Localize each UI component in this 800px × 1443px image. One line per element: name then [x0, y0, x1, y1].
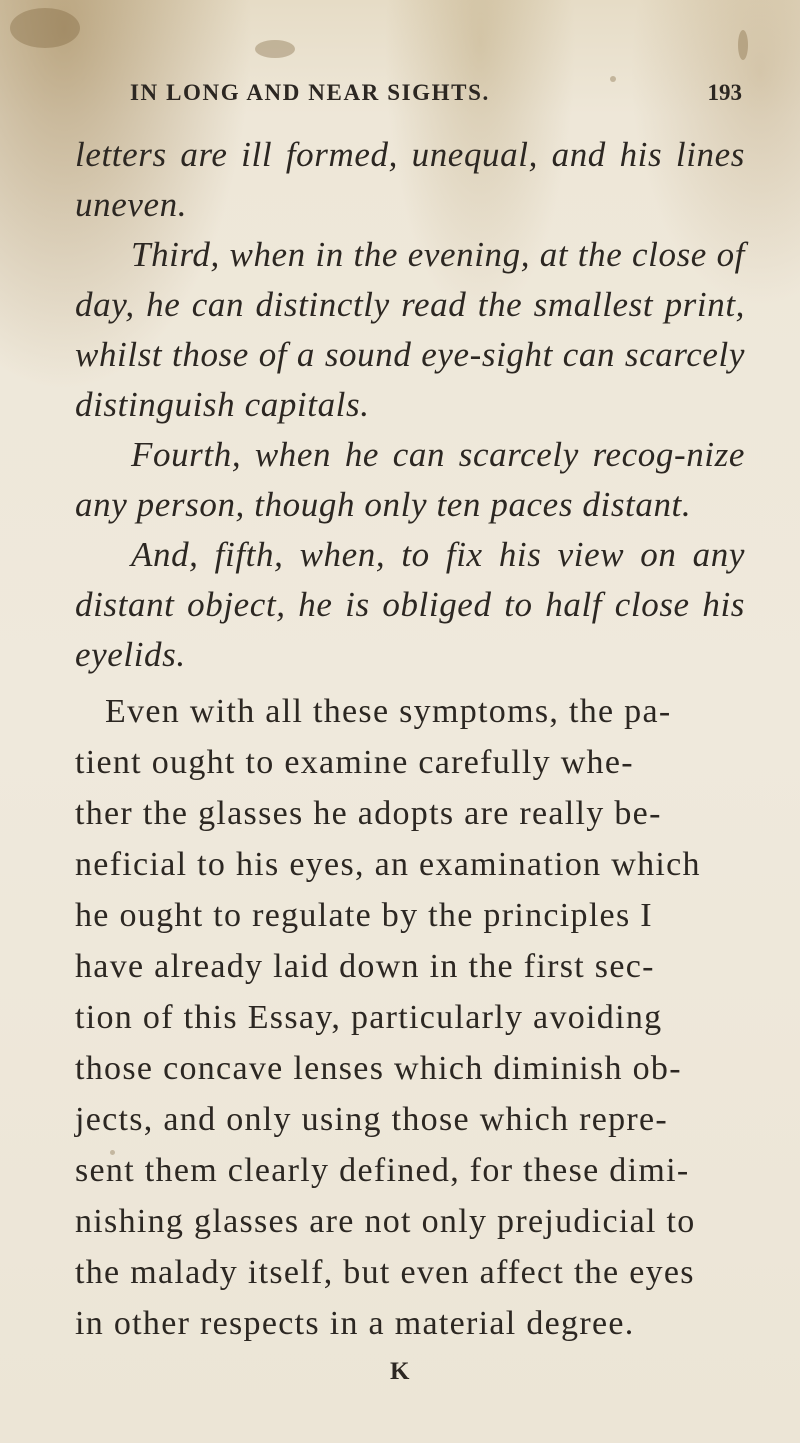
paragraph-third: Third, when in the evening, at the close of day, he can distinctly read the smallest print, whilst those of a sound eye-sight can scarcely distinguish capitals.	[75, 235, 745, 424]
text-line: tion of this Essay, particularly avoiding	[75, 999, 663, 1036]
text-line: neficial to his eyes, an examination which	[75, 846, 701, 883]
text-line: have already laid down in the first sec-	[75, 948, 655, 985]
text-line: tient ought to examine carefully whe-	[75, 744, 634, 781]
foxing-stain	[255, 40, 295, 58]
text-line: sent them clearly defined, for these dimi-	[75, 1152, 690, 1189]
text-line: nishing glasses are not only prejudicial to	[75, 1203, 696, 1240]
page-number: 193	[707, 80, 742, 105]
signature-mark: K	[390, 1358, 410, 1385]
italic-section	[75, 130, 745, 680]
text-line: jects, and only using those which repre-	[75, 1101, 669, 1138]
paragraph-fifth: And, fifth, when, to fix his view on any distant object, he is obliged to half close his eyelids.	[75, 535, 745, 674]
foxing-stain	[610, 76, 616, 82]
text-block	[75, 130, 745, 1349]
text-line: Even with all these symptoms, the pa-	[105, 693, 672, 730]
roman-paragraph	[75, 686, 745, 1349]
paragraph-continuation: letters are ill formed, unequal, and his lines uneven.	[75, 135, 745, 224]
text-line: those concave lenses which diminish ob-	[75, 1050, 682, 1087]
text-line: ther the glasses he adopts are really be-	[75, 795, 662, 832]
text-line: he ought to regulate by the principles I	[75, 897, 653, 934]
foxing-stain	[10, 8, 80, 48]
paragraph-fourth: Fourth, when he can scarcely recog-nize any person, though only ten paces distant.	[75, 435, 745, 524]
text-line: the malady itself, but even affect the eyes	[75, 1254, 695, 1291]
running-head-title: IN LONG AND NEAR SIGHTS.	[130, 80, 490, 105]
text-line: in other respects in a material degree.	[75, 1305, 635, 1342]
foxing-stain	[738, 30, 748, 60]
